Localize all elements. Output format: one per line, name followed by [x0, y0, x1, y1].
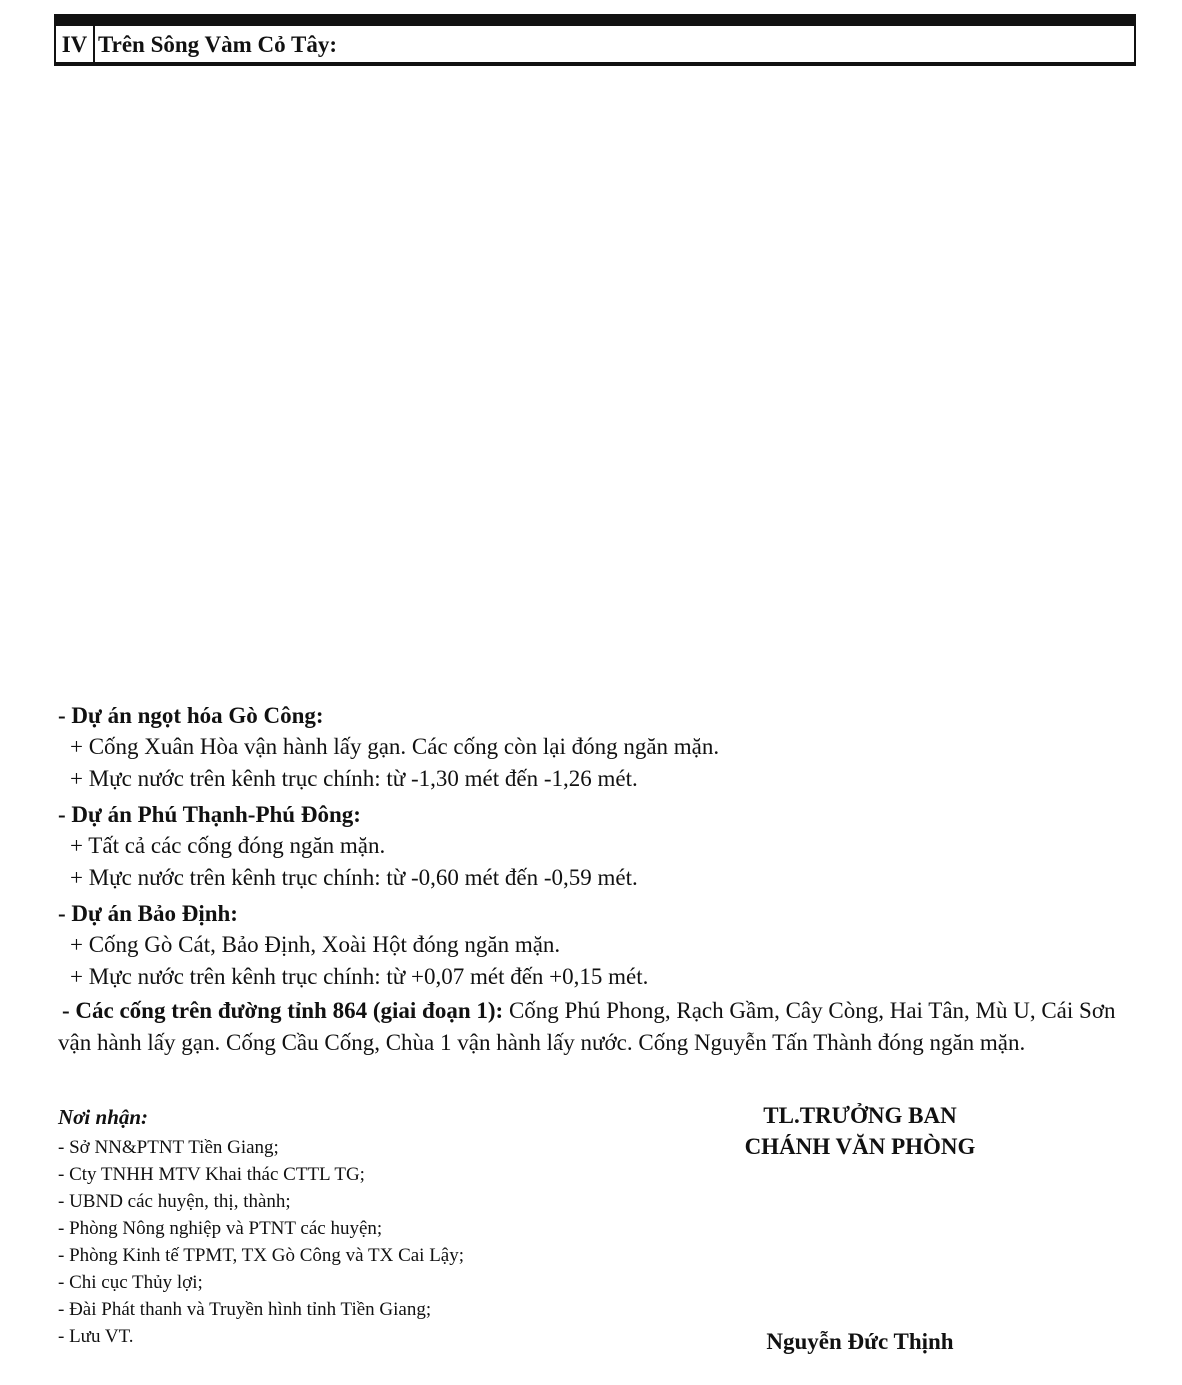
recipient-item: - Lưu VT. [58, 1326, 134, 1347]
section-row [55, 25, 1135, 63]
recipient-item: - Phòng Kinh tế TPMT, TX Gò Công và TX Cai Lậy; [58, 1245, 465, 1266]
road-864-text: Cống Phú Phong, Rạch Gầm, Cây Còng, Hai Tân, Mù U, Cái Sơn vận hành lấy gạn. Cống Cầu Cống, Chùa 1 vận hành lấy nước. Cống Nguyễn Tấn Thành đóng ngăn mặn. [58, 998, 1116, 1055]
project-item: + Cống Gò Cát, Bảo Định, Xoài Hột đóng ngăn mặn. [70, 932, 561, 957]
signature-title-1: TL.TRƯỞNG BAN [763, 1103, 957, 1128]
project-item: + Tất cả các cống đóng ngăn mặn. [70, 833, 386, 858]
recipient-item: - Đài Phát thanh và Truyền hình tỉnh Tiền Giang; [58, 1299, 432, 1320]
project-heading: - Dự án ngọt hóa Gò Công: [58, 703, 324, 728]
station-location [94, 63, 422, 65]
recipient-item: - Phòng Nông nghiệp và PTNT các huyện; [58, 1218, 383, 1239]
salinity-value [422, 63, 587, 65]
project-heading: - Dự án Phú Thạnh-Phú Đông: [58, 802, 361, 827]
compare-last-year [774, 63, 960, 65]
project-item: + Mực nước trên kênh trục chính: từ -0,60 mét đến -0,59 mét. [70, 865, 638, 890]
project-heading: - Dự án Bảo Định: [58, 901, 238, 926]
section-title: Trên Sông Vàm Cỏ Tây: [94, 25, 1135, 63]
salinity-table-body [55, 15, 1135, 65]
road-864-paragraph [58, 995, 1138, 1059]
compare-previous [587, 63, 774, 65]
road-864-heading: - Các cống trên đường tỉnh 864 (giai đoạn 1): [62, 998, 504, 1023]
compare-average [960, 63, 1135, 65]
project-list [58, 701, 1138, 993]
signer-name: Nguyễn Đức Thịnh [766, 1329, 954, 1354]
project-notes [58, 696, 1138, 1059]
signature-title-2: CHÁNH VĂN PHÒNG [744, 1134, 976, 1159]
recipient-item: - Sở NN&PTNT Tiền Giang; [58, 1137, 279, 1158]
project-item: + Mực nước trên kênh trục chính: từ +0,07 mét đến +0,15 mét. [70, 964, 649, 989]
salinity-table [54, 14, 1136, 66]
recipients-list [58, 1134, 618, 1350]
station-number [55, 63, 94, 65]
table-row [55, 63, 1135, 65]
recipient-item: - Chi cục Thủy lợi; [58, 1272, 203, 1293]
signature-block [690, 1100, 1030, 1162]
recipients-block [58, 1100, 618, 1350]
section-number: IV [55, 25, 94, 63]
recipient-item: - UBND các huyện, thị, thành; [58, 1191, 291, 1212]
project-item: + Mực nước trên kênh trục chính: từ -1,30 mét đến -1,26 mét. [70, 766, 638, 791]
project-item: + Cống Xuân Hòa vận hành lấy gạn. Các cống còn lại đóng ngăn mặn. [70, 734, 720, 759]
recipient-item: - Cty TNHH MTV Khai thác CTTL TG; [58, 1164, 365, 1185]
recipients-title: Nơi nhận: [58, 1105, 149, 1129]
